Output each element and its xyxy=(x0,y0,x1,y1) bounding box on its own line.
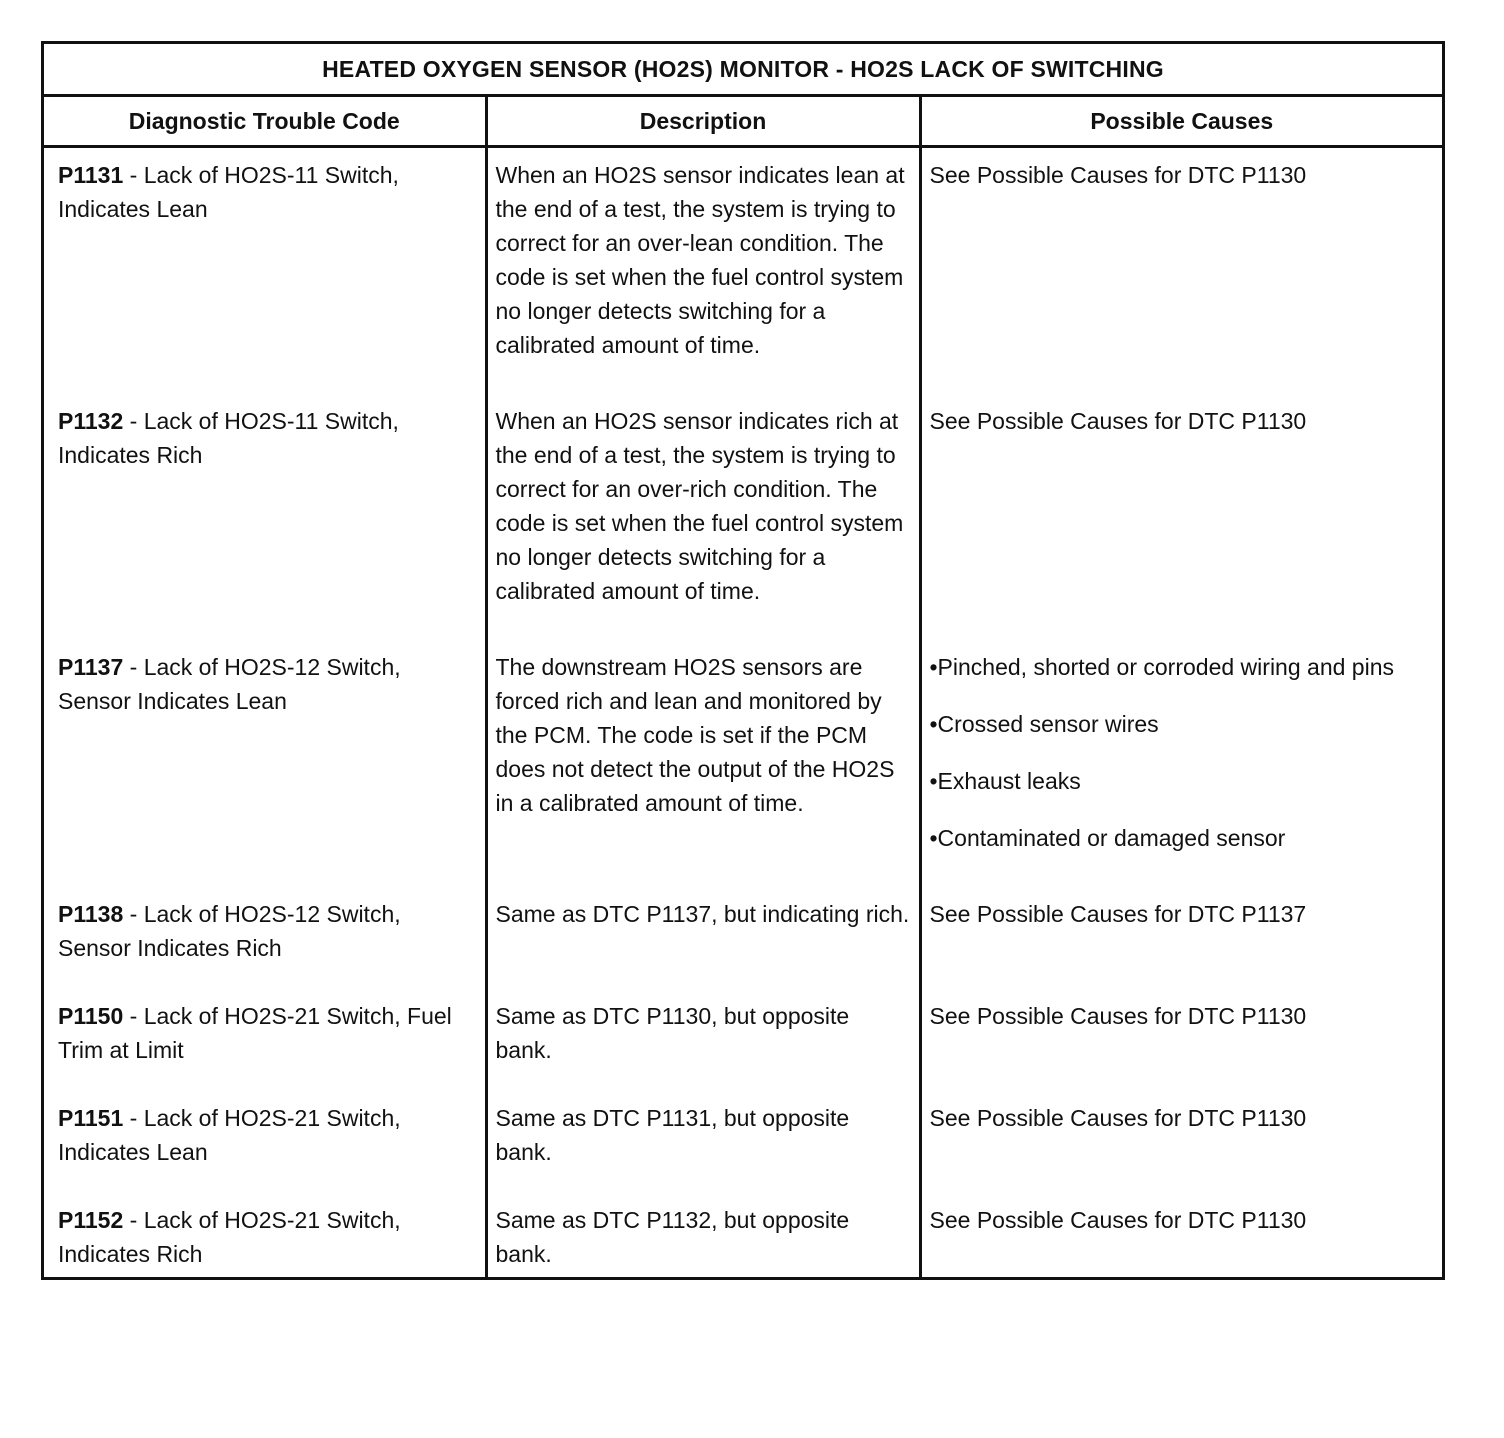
description-cell: The downstream HO2S sensors are forced rich and lean and monitored by the PCM. The code is set if the PCM does not detect the output of the HO2S in a calibrated amount of time. xyxy=(486,640,920,887)
description-cell: Same as DTC P1132, but opposite bank. xyxy=(486,1193,920,1277)
table-row-p1132 xyxy=(44,394,1442,640)
causes-cell: See Possible Causes for DTC P1137 xyxy=(920,887,1442,989)
dtc-code: P1131 xyxy=(58,162,124,188)
column-header-code: Diagnostic Trouble Code xyxy=(44,96,486,147)
table-row-p1151 xyxy=(44,1091,1442,1193)
description-cell: Same as DTC P1137, but indicating rich. xyxy=(486,887,920,989)
dtc-cell xyxy=(44,989,486,1091)
table-row-p1137 xyxy=(44,640,1442,887)
causes-cell: See Possible Causes for DTC P1130 xyxy=(920,1193,1442,1277)
dtc-code: P1151 xyxy=(58,1105,124,1131)
table-title: HEATED OXYGEN SENSOR (HO2S) MONITOR - HO2S LACK OF SWITCHING xyxy=(44,44,1442,96)
dtc-title: - Lack of HO2S-12 Switch, Sensor Indicates Lean xyxy=(58,654,401,714)
causes-cell xyxy=(920,640,1442,887)
description-cell: Same as DTC P1131, but opposite bank. xyxy=(486,1091,920,1193)
dtc-cell xyxy=(44,1091,486,1193)
dtc-code: P1137 xyxy=(58,654,124,680)
causes-cell: See Possible Causes for DTC P1130 xyxy=(920,147,1442,395)
cause-list-item: •Crossed sensor wires xyxy=(929,711,1159,737)
dtc-title: - Lack of HO2S-12 Switch, Sensor Indicates Rich xyxy=(58,901,401,961)
dtc-cell xyxy=(44,1193,486,1277)
causes-cell: See Possible Causes for DTC P1130 xyxy=(920,1091,1442,1193)
cause-list-item: •Exhaust leaks xyxy=(929,768,1081,794)
causes-cell: See Possible Causes for DTC P1130 xyxy=(920,989,1442,1091)
dtc-code: P1132 xyxy=(58,408,124,434)
description-cell: When an HO2S sensor indicates lean at the end of a test, the system is trying to correct for an over-lean condition. The code is set when the fuel control system no longer detects switching for a calibrated amount of time. xyxy=(486,147,920,395)
column-header-causes: Possible Causes xyxy=(920,96,1442,147)
dtc-code: P1152 xyxy=(58,1207,124,1233)
description-cell: Same as DTC P1130, but opposite bank. xyxy=(486,989,920,1091)
cause-list-item: •Contaminated or damaged sensor xyxy=(929,825,1286,851)
dtc-title: - Lack of HO2S-21 Switch, Indicates Lean xyxy=(58,1105,401,1165)
dtc-cell xyxy=(44,147,486,395)
dtc-code: P1138 xyxy=(58,901,124,927)
description-cell: When an HO2S sensor indicates rich at the end of a test, the system is trying to correct for an over-rich condition. The code is set when the fuel control system no longer detects switching for a calibrated amount of time. xyxy=(486,394,920,640)
dtc-cell xyxy=(44,394,486,640)
table-row-p1138 xyxy=(44,887,1442,989)
dtc-cell xyxy=(44,640,486,887)
dtc-code: P1150 xyxy=(58,1003,124,1029)
dtc-title: - Lack of HO2S-11 Switch, Indicates Lean xyxy=(58,162,399,222)
table-row-p1150 xyxy=(44,989,1442,1091)
column-header-description: Description xyxy=(486,96,920,147)
table-row-p1152 xyxy=(44,1193,1442,1277)
dtc-cell xyxy=(44,887,486,989)
dtc-table-frame xyxy=(41,41,1445,1280)
table-row-p1131 xyxy=(44,147,1442,395)
dtc-title: - Lack of HO2S-11 Switch, Indicates Rich xyxy=(58,408,399,468)
dtc-title: - Lack of HO2S-21 Switch, Indicates Rich xyxy=(58,1207,401,1267)
dtc-title: - Lack of HO2S-21 Switch, Fuel Trim at Limit xyxy=(58,1003,452,1063)
dtc-table xyxy=(44,44,1442,1277)
causes-cell: See Possible Causes for DTC P1130 xyxy=(920,394,1442,640)
cause-list-item: •Pinched, shorted or corroded wiring and pins xyxy=(929,654,1394,680)
